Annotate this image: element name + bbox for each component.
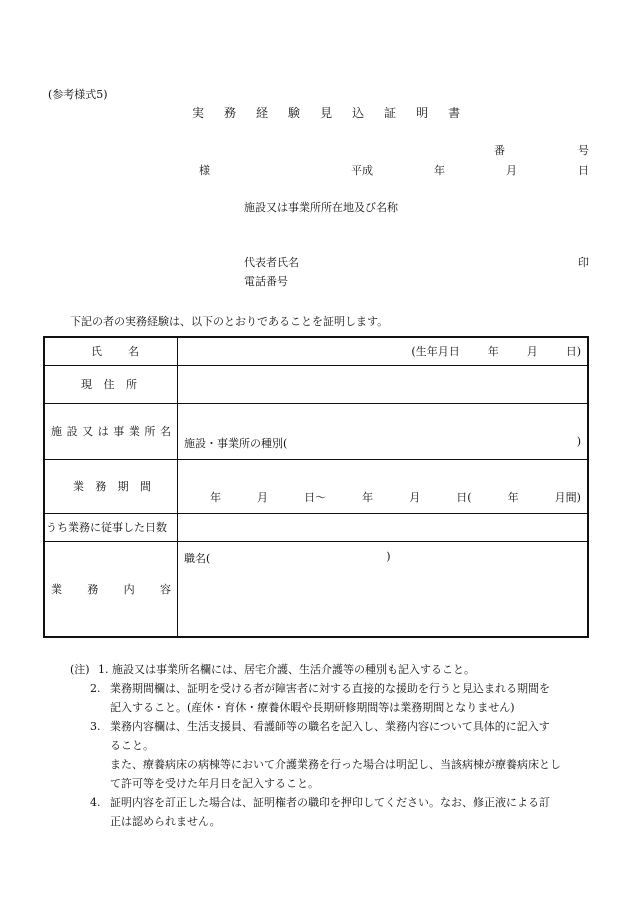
title-char: 験 [288,106,301,120]
label-char: 業 [51,582,62,596]
note-number: 2. [90,682,101,695]
address-label-cell [44,365,178,403]
label-char: 所 [126,378,137,391]
note-text: 正は認められません。 [110,815,221,828]
notes-section [70,660,595,831]
birth-date-label: (生年月日 [411,345,460,359]
period-total-years: 年 [507,490,519,504]
title-char: 明 [416,106,429,120]
label-char: 又 [82,425,94,438]
birth-month: 月 [526,345,538,359]
days-field[interactable] [178,513,589,541]
form-reference: (参考様式5) [48,88,108,101]
job-title-close: ) [386,549,391,563]
note-item [70,679,595,698]
facility-type-close: ) [576,434,581,448]
label-char: 現 [81,378,92,391]
label-char: 業 [128,425,140,438]
note-text: 施設又は事業所名欄には、居宅介護、生活介護等の種別も記入すること。 [112,663,475,676]
document-title [192,104,460,121]
seal-mark: 印 [578,256,589,269]
label-char: 務 [95,480,107,493]
title-char: 実 [192,106,205,120]
note-text: 証明内容を訂正した場合は、証明権者の職印を押印してください。なお、修正液による訂 [110,796,550,809]
label-char: 設 [66,425,78,438]
note-text: 記入すること。(産休・育休・療養休暇や長期研修期間等は業務期間となりません) [110,701,515,714]
days-label: うち業務に従事した日数 [46,521,167,534]
note-number: 1. [98,663,109,676]
label-char: 業 [73,480,84,493]
day-label: 日 [578,164,589,177]
label-char: 住 [103,378,115,391]
year-label: 年 [434,164,445,177]
label-char: は [97,425,109,438]
note-item [70,793,595,812]
representative-label: 代表者氏名 [244,256,299,269]
job-title-label: 職名( [184,551,211,565]
certificate-table [43,336,589,638]
title-char: 書 [448,106,461,120]
period-label-cell [44,459,178,513]
note-item [70,755,595,774]
birth-year: 年 [487,345,499,359]
label-char: 容 [159,582,171,596]
note-text: また、療養病床の病棟等において介護業務を行った場合は明記し、当該病棟が療養病床とし [110,758,561,771]
name-label-cell [44,337,178,365]
label-char: 期 [117,480,129,493]
label-char: 務 [87,582,99,596]
period-start-day: 日～ [304,490,327,504]
label-char: 所 [144,425,156,438]
facility-field[interactable] [178,403,589,459]
note-item [70,698,595,717]
period-total-months: 月間) [554,490,581,504]
content-label-cell [44,541,178,637]
label-char: 間 [139,480,151,493]
period-end-month: 月 [409,490,421,504]
period-end-year: 年 [362,490,374,504]
note-item [70,736,595,755]
note-text: ること。 [110,739,154,752]
label-char: 名 [128,345,139,359]
note-item [70,812,595,831]
period-field[interactable] [178,459,589,513]
addressee-suffix: 様 [199,164,210,177]
note-text: 業務内容欄は、生活支援員、看護師等の職名を記入し、業務内容について具体的に記入す [110,720,550,733]
month-label: 月 [506,164,517,177]
facility-location-label: 施設又は事業所所在地及び名称 [244,201,398,214]
birth-day: 日) [565,345,581,359]
intro-text: 下記の者の実務経験は、以下のとおりであることを証明します。 [70,315,389,328]
phone-label: 電話番号 [244,275,288,288]
facility-label-cell [44,403,178,459]
facility-type-label: 施設・事業所の種別( [184,436,288,450]
notes-mark: (注) [70,663,90,676]
note-text: て許可等を受けた年月日を記入すること。 [110,777,319,790]
content-field[interactable] [178,541,589,637]
note-item [70,660,595,679]
period-end-day: 日( [456,490,472,504]
label-char: 氏 [91,345,102,359]
title-char: 経 [256,106,269,120]
label-char: 内 [123,582,135,596]
days-label-cell [44,513,178,541]
name-field[interactable] [178,337,589,365]
number-label: 番 [494,144,505,157]
number-suffix: 号 [578,144,589,157]
period-start-month: 月 [257,490,269,504]
note-item [70,717,595,736]
title-char: 証 [384,106,397,120]
title-char: 務 [224,106,237,120]
period-start-year: 年 [210,490,221,504]
note-item [70,774,595,793]
era-label: 平成 [351,164,373,177]
note-number: 3. [90,720,101,733]
label-char: 施 [51,425,62,438]
label-char: 事 [113,425,125,438]
note-number: 4. [90,796,101,809]
label-char: 名 [159,425,171,438]
address-field[interactable] [178,365,589,403]
title-char: 見 [320,106,333,120]
note-text: 業務期間欄は、証明を受ける者が障害者に対する直接的な援助を行うと見込まれる期間を [110,682,550,695]
title-char: 込 [352,106,365,120]
